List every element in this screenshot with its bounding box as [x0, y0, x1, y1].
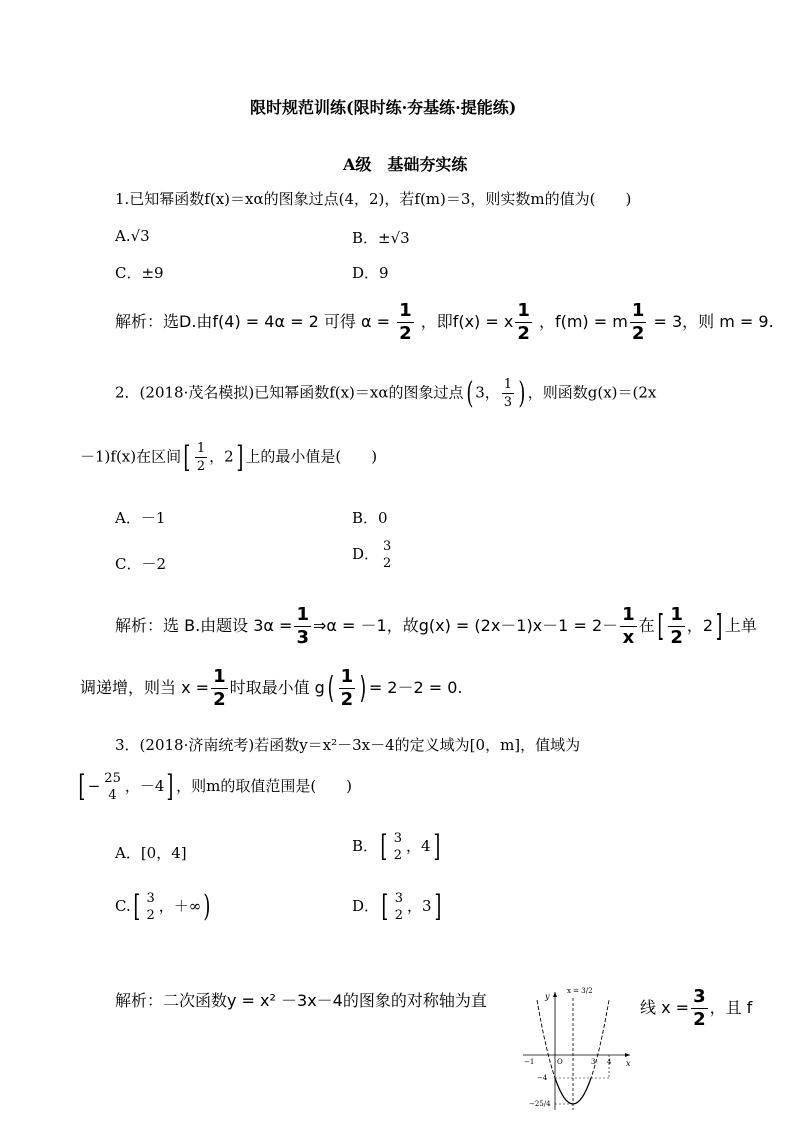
parabola-graph — [515, 980, 635, 1115]
tick-minus-25-4: −25/4 — [529, 1100, 551, 1108]
y-axis-label: y — [545, 992, 550, 1001]
q2-stem-line1: 2．(2018·茂名模拟)已知幂函数f(x)＝xα的图象过点( 3， $\frac{1}{3}$ ) ，则函数g(x)＝(2x — [115, 375, 657, 411]
q2-solution-line2: 调递增，则当 x = $\frac{1}{2}$ 时取最小值 g( $\frac{1}{2}$ ) = 2－2 = 0. — [80, 666, 463, 710]
q1-option-c[interactable]: C．±9 — [115, 264, 164, 282]
q1-solution: 解析：选D.由f(4) = 4α = 2 可得 α = $\frac{1}{2}$ ，即f(x) = x $\frac{1}{2}$ ，f(m) = m $\frac{1}{2}$ = 3，则 m = 9. — [115, 300, 774, 344]
q1-stem: 1.已知幂函数f(x)＝xα的图象过点(4，2)，若f(m)＝3，则实数m的值为( ) — [115, 190, 632, 208]
q3-stem-line2: [ − 25 4 ，－4] ，则m的取值范围是( ) — [78, 769, 353, 804]
q3-option-c[interactable]: C.[ 3 2 ，＋∞) — [115, 889, 211, 924]
q3-option-d[interactable]: D．[ 3 2 ，3] — [352, 889, 441, 924]
q1-option-b[interactable]: B．±√3 — [352, 229, 410, 247]
q2-option-a[interactable]: A．－1 — [115, 509, 166, 527]
symmetry-label: x = 3/2 — [567, 987, 593, 995]
q3-option-a[interactable]: A．[0，4] — [115, 844, 187, 862]
x-axis-arrow — [625, 1053, 630, 1057]
tick-4: 4 — [607, 1058, 612, 1066]
q2-option-c[interactable]: C．－2 — [115, 555, 167, 573]
tick-origin: O — [557, 1058, 563, 1066]
q2-option-b[interactable]: B．0 — [352, 509, 388, 527]
q3-option-b[interactable]: B．[ 3 2 ，4] — [352, 829, 440, 864]
page-title: 限时规范训练(限时练·夯基练·提能练) — [250, 98, 517, 117]
tick-minus-1: −1 — [524, 1058, 535, 1066]
q2-stem-line2: －1)f(x)在区间[ $\frac{1}{2}$ ，2] 上的最小值是( ) — [80, 439, 378, 475]
q3-stem-line1: 3．(2018·济南统考)若函数y＝x²－3x－4的定义域为[0，m]，值域为 — [115, 736, 581, 754]
x-axis-label: x — [626, 1059, 631, 1068]
q1-option-a[interactable]: A.√3 — [115, 227, 150, 245]
q2-solution-line1: 解析：选 B.由题设 3α = $\frac{1}{3}$ ⇒α = －1，故g(x) = (2x－1)x－1 = 2－ $\frac{1}{x}$ 在[ $\frac{1}{2}$ ，2] 上单 — [115, 604, 757, 648]
q1-option-d[interactable]: D．9 — [352, 264, 389, 282]
q2-option-d[interactable]: D． 3 2 — [352, 539, 392, 571]
tick-3: 3 — [591, 1058, 596, 1066]
section-heading: A级 基础夯实练 — [343, 155, 468, 174]
tick-minus-4: −4 — [537, 1074, 548, 1082]
y-axis-arrow — [553, 992, 557, 997]
q3-solution: 解析：二次函数y = x² －3x－4的图象的对称轴为直 — [115, 991, 487, 1010]
q3-solution-cont: 线 x = $\frac{3}{2}$ ，且 f — [640, 986, 753, 1030]
